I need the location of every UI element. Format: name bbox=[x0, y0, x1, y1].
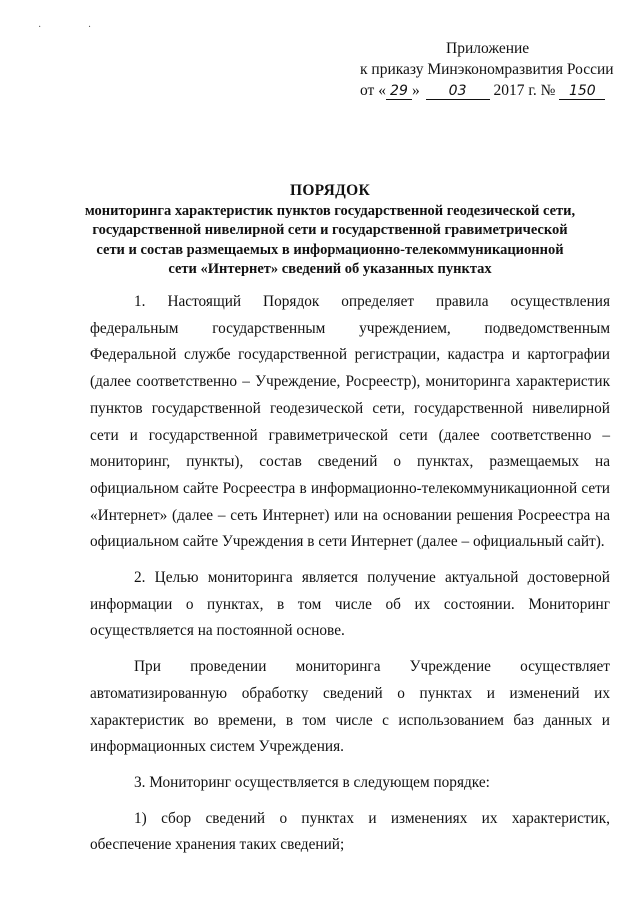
title-line: государственной нивелирной сети и государственной гравиметрической bbox=[92, 222, 568, 238]
order-reference: к приказу Минэкономразвития России bbox=[360, 61, 614, 78]
title-line: мониторинга характеристик пунктов государственной геодезической сети, bbox=[84, 202, 576, 219]
paragraph-3-item-1: 1) сбор сведений о пунктах и изменениях их характеристик, обеспечение хранения таких сведений; bbox=[90, 809, 610, 854]
title-line: сети и состав размещаемых в информационно-телекоммуникационной bbox=[96, 241, 564, 258]
date-prefix: от « bbox=[360, 82, 386, 99]
approval-header bbox=[360, 38, 620, 101]
title-main: ПОРЯДОК bbox=[289, 182, 371, 199]
handwritten-day: 29 bbox=[386, 83, 412, 100]
scan-specks: · · bbox=[38, 22, 114, 33]
appendix-label: Приложение bbox=[446, 40, 530, 57]
handwritten-order-number: 150 bbox=[559, 83, 605, 100]
title-line: сети «Интернет» сведений об указанных пунктах bbox=[168, 261, 492, 277]
handwritten-month: 03 bbox=[426, 83, 490, 100]
date-mid: » bbox=[411, 82, 420, 99]
paragraph-2-continued: При проведении мониторинга Учреждение осуществляет автоматизированную обработку сведений о пунктах и изменений их характеристик во времени, в том числе с использованием баз данных и информационных систем Учреждения. bbox=[90, 658, 610, 756]
paragraph-3: 3. Мониторинг осуществляется в следующем порядке: bbox=[134, 773, 490, 791]
order-date-line bbox=[360, 80, 620, 101]
year-and-number-label: 2017 г. № bbox=[493, 82, 556, 99]
paragraph-1: 1. Настоящий Порядок определяет правила осуществления федеральным государственным учреждением, подведомственным Федеральной службе государственной регистрации, кадастра и картографии (далее соответственно – Учреждение, Росреестр), мониторинга характеристик пунктов государственной геодезической сети, государственной нивелирной сети и государственной гравиметрической сети (далее соответственно – мониторинг, пункты), состав сведений о пунктах, размещаемых на официальном сайте Росреестра в информационно-телекоммуникационной сети «Интернет» (далее – сеть Интернет) или на основании решения Росреестра на официальном сайте Учреждения в сети Интернет (далее – официальный сайт). bbox=[90, 293, 610, 551]
document-body bbox=[90, 289, 610, 868]
paragraph-2: 2. Целью мониторинга является получение актуальной достоверной информации о пунктах, в том числе об их состоянии. Мониторинг осуществляется на постоянной основе. bbox=[90, 569, 610, 640]
document-title bbox=[80, 181, 580, 280]
